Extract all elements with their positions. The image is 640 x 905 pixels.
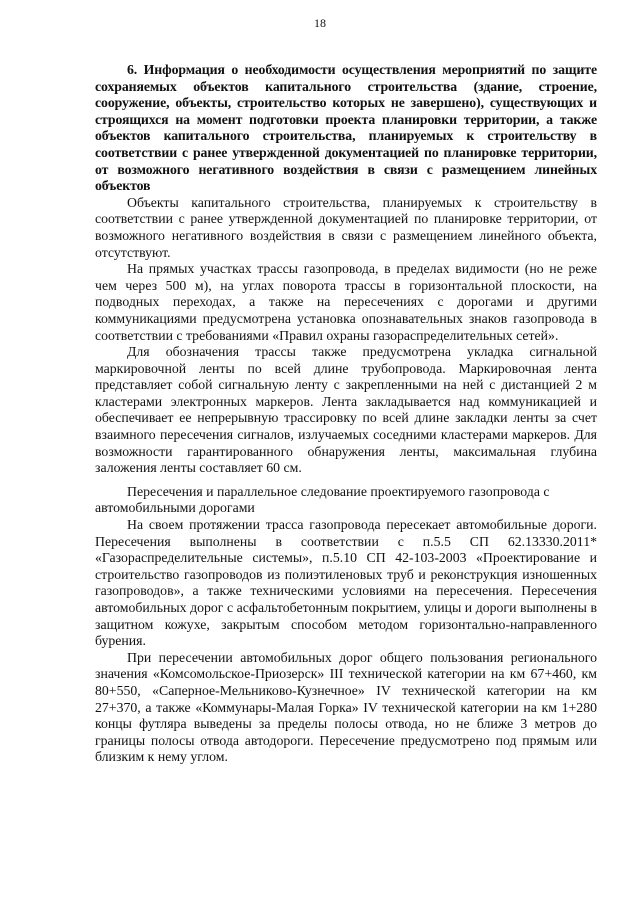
paragraph: Объекты капитального строительства, планируемых к строительству в соответствии с ранее утвержденной документацией по планировке территории, от возможного негативного воздействия в связи с размещением линейного объекта, отсутствуют. [95, 194, 597, 260]
page-number: 18 [314, 16, 326, 30]
subsection-title: Пересечения и параллельное следование проектируемого газопровода с автомобильными дорогами [95, 483, 550, 516]
paragraph: На своем протяжении трасса газопровода пересекает автомобильные дороги. Пересечения выполнены в соответствии с п.5.5 СП 62.13330.2011* «Газораспределительные системы», п.5.10 СП 42-103-2003 «Проектирование и строительство газопроводов из полиэтиленовых труб и реконструкция изношенных газопроводов», а также техническими условиями на пересечения. Пересечения автомобильных дорог с асфальтобетонным покрытием, улицы и дороги выполнены в защитном кожухе, закрытым способом методом горизонтально-направленного бурения. [95, 517, 597, 649]
page-content [95, 62, 597, 766]
paragraph: При пересечении автомобильных дорог общего пользования регионального значения «Комсомольское-Приозерск» III технической категории на км 67+460, км 80+550, «Саперное-Мельниково-Кузнечное» IV технической категории на км 27+370, а также «Коммунары-Малая Горка» IV технической категории на км 1+280 концы футляра выведены за пределы полосы отвода, но не ближе 3 метров до границы полосы отвода автодороги. Пересечение предусмотрено под прямым или близким к нему углом. [95, 649, 597, 765]
paragraph: Для обозначения трассы также предусмотрена укладка сигнальной маркировочной ленты по всей длине трубопровода. Маркировочная лента представляет собой сигнальную ленту с закрепленными на ней с дистанцией 2 м кластерами электронных маркеров. Лента закладывается над коммуникацией и обеспечивает ее непрерывную трассировку по всей длине закладки ленты за счет взаимного пересечения сигналов, излучаемых соседними кластерами маркеров. Для возможности гарантированного обнаружения ленты, максимальная глубина заложения ленты составляет 60 см. [95, 344, 597, 476]
section-heading: 6. Информация о необходимости осуществления мероприятий по защите сохраняемых объектов капитального строительства (здание, строение, сооружение, объекты, строительство которых не завершено), существующих и строящихся на момент подготовки проекта планировки территории, а также объектов капитального строительства, планируемых к строительству в соответствии с ранее утвержденной документацией по планировке территории, от возможного негативного воздействия в связи с размещением линейных объектов [95, 62, 597, 194]
paragraph: На прямых участках трассы газопровода, в пределах видимости (но не реже чем через 500 м), на углах поворота трассы в горизонтальной плоскости, на подводных переходах, а также на пересечениях с дорогами и другими коммуникациями предусмотрена установка опознавательных знаков газопровода в соответствии с требованиями «Правил охраны газораспределительных сетей». [95, 261, 597, 343]
